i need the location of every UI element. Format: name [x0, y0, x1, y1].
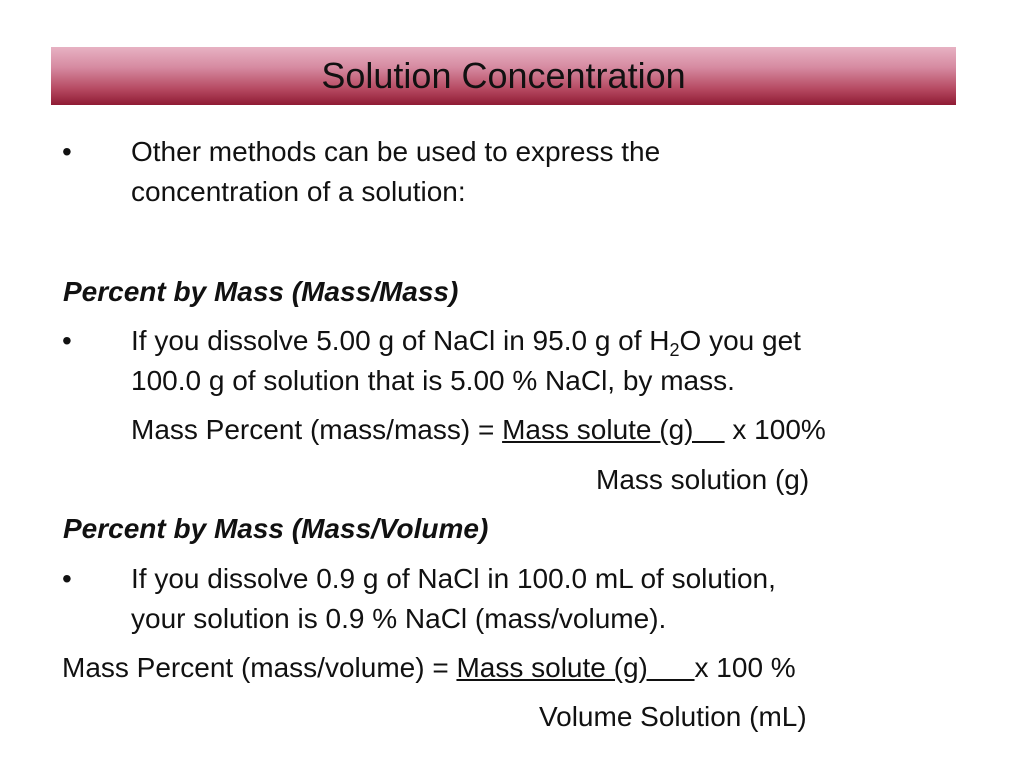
mass-volume-example-line-2: your solution is 0.9 % NaCl (mass/volume). — [131, 603, 667, 634]
mass-volume-formula-denominator: Volume Solution (mL) — [539, 701, 807, 732]
mass-mass-example-line-1 — [131, 321, 801, 361]
formula-lhs: Mass Percent (mass/volume) = — [62, 652, 457, 683]
mass-mass-formula — [131, 410, 826, 450]
formula-lhs: Mass Percent (mass/mass) = — [131, 414, 503, 445]
subscript-2: 2 — [669, 340, 680, 360]
intro-line-1: Other methods can be used to express the — [131, 136, 661, 167]
slide-title: Solution Concentration — [321, 55, 686, 96]
title-bar — [51, 47, 956, 105]
mass-volume-example-line-1: If you dissolve 0.9 g of NaCl in 100.0 mL of solution, — [131, 563, 776, 594]
mass-mass-formula-denominator: Mass solution (g) — [596, 464, 810, 495]
mass-volume-formula — [62, 648, 796, 688]
example-text: If you dissolve 5.00 g of NaCl in 95.0 g of H — [131, 325, 670, 356]
formula-multiplier: x 100 % — [694, 652, 796, 683]
formula-numerator: Mass solute (g) — [502, 414, 725, 445]
formula-numerator: Mass solute (g) — [456, 652, 695, 683]
example-text-end: O you get — [679, 325, 801, 356]
section-heading-mass-mass: Percent by Mass (Mass/Mass) — [63, 276, 459, 307]
mass-mass-example-line-2: 100.0 g of solution that is 5.00 % NaCl, by mass. — [131, 365, 735, 396]
bullet-marker: • — [62, 325, 72, 356]
bullet-marker: • — [62, 563, 72, 594]
section-heading-mass-volume: Percent by Mass (Mass/Volume) — [63, 513, 489, 544]
bullet-marker: • — [62, 136, 72, 167]
intro-line-2: concentration of a solution: — [131, 176, 466, 207]
formula-multiplier: x 100% — [724, 414, 826, 445]
